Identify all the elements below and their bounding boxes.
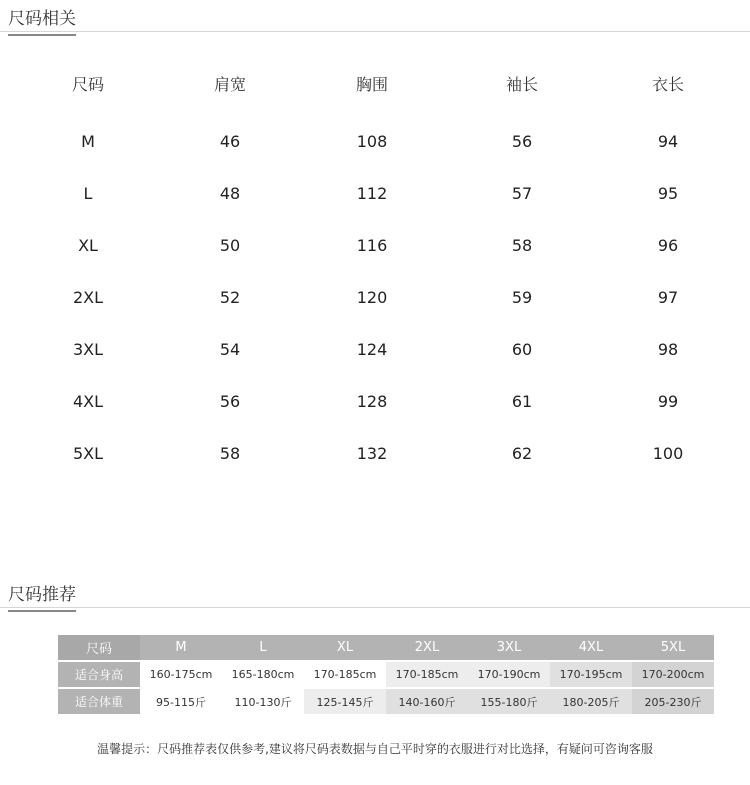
- cell-size: 4XL: [72, 392, 104, 411]
- recommend-height-row: [58, 661, 714, 688]
- recommend-header-size: M: [140, 635, 222, 661]
- recommend-height-cell: 170-195cm: [550, 661, 632, 688]
- cell-sleeve: 62: [511, 444, 533, 463]
- cell-shoulder: 56: [219, 392, 241, 411]
- header-sleeve-length: 袖长: [505, 75, 538, 94]
- recommend-height-cell: 165-180cm: [222, 661, 304, 688]
- section-divider: [0, 607, 750, 608]
- size-recommendation-table: [58, 635, 714, 714]
- cell-chest: 120: [356, 288, 388, 307]
- table-row: [0, 430, 750, 482]
- recommend-weight-cell: 110-130斤: [222, 688, 304, 714]
- table-row: [0, 378, 750, 430]
- table-header-row: [0, 60, 750, 118]
- cell-size: 5XL: [72, 444, 104, 463]
- recommend-weight-row: [58, 688, 714, 714]
- cell-chest: 128: [356, 392, 388, 411]
- recommend-header-size: 3XL: [468, 635, 550, 661]
- cell-sleeve: 58: [511, 236, 533, 255]
- recommend-height-cell: 170-200cm: [632, 661, 714, 688]
- recommend-height-cell: 160-175cm: [140, 661, 222, 688]
- header-garment-length: 衣长: [651, 75, 684, 94]
- table-row: [0, 326, 750, 378]
- recommend-weight-cell: 95-115斤: [140, 688, 222, 714]
- cell-size: XL: [78, 236, 98, 255]
- recommend-header-label: 尺码: [58, 635, 140, 661]
- section-header-size-recommend: [0, 576, 750, 608]
- cell-shoulder: 52: [219, 288, 241, 307]
- cell-chest: 112: [356, 184, 388, 203]
- table-row: [0, 170, 750, 222]
- cell-sleeve: 57: [511, 184, 533, 203]
- cell-length: 99: [657, 392, 679, 411]
- header-size: 尺码: [71, 75, 104, 94]
- cell-size: L: [83, 184, 93, 203]
- recommend-weight-label: 适合体重: [58, 688, 140, 714]
- size-measurement-table: [0, 60, 750, 482]
- cell-chest: 124: [356, 340, 388, 359]
- cell-length: 94: [657, 132, 679, 151]
- recommend-header-size: L: [222, 635, 304, 661]
- size-tip-note: 温馨提示：尺码推荐表仅供参考,建议将尺码表数据与自己平时穿的衣服进行对比选择，有疑问可咨询客服: [97, 742, 653, 756]
- cell-length: 98: [657, 340, 679, 359]
- section-title-size-recommend: 尺码推荐: [8, 580, 76, 612]
- cell-sleeve: 60: [511, 340, 533, 359]
- cell-size: 3XL: [72, 340, 104, 359]
- cell-chest: 132: [356, 444, 388, 463]
- section-title-size-info: 尺码相关: [8, 4, 76, 36]
- recommend-weight-cell: 140-160斤: [386, 688, 468, 714]
- recommend-weight-cell: 205-230斤: [632, 688, 714, 714]
- cell-shoulder: 48: [219, 184, 241, 203]
- cell-sleeve: 56: [511, 132, 533, 151]
- header-chest: 胸围: [355, 75, 388, 94]
- cell-shoulder: 58: [219, 444, 241, 463]
- cell-shoulder: 46: [219, 132, 241, 151]
- cell-length: 96: [657, 236, 679, 255]
- header-shoulder-width: 肩宽: [213, 75, 246, 94]
- cell-shoulder: 54: [219, 340, 241, 359]
- cell-size: 2XL: [72, 288, 104, 307]
- cell-chest: 108: [356, 132, 388, 151]
- cell-shoulder: 50: [219, 236, 241, 255]
- recommend-weight-cell: 180-205斤: [550, 688, 632, 714]
- recommend-header-row: [58, 635, 714, 661]
- table-row: [0, 222, 750, 274]
- recommend-weight-cell: 125-145斤: [304, 688, 386, 714]
- cell-length: 97: [657, 288, 679, 307]
- recommend-height-cell: 170-190cm: [468, 661, 550, 688]
- cell-length: 95: [657, 184, 679, 203]
- cell-sleeve: 59: [511, 288, 533, 307]
- table-row: [0, 274, 750, 326]
- recommend-height-label: 适合身高: [58, 661, 140, 688]
- table-row: [0, 118, 750, 170]
- cell-sleeve: 61: [511, 392, 533, 411]
- cell-chest: 116: [356, 236, 388, 255]
- recommend-header-size: XL: [304, 635, 386, 661]
- recommend-header-size: 5XL: [632, 635, 714, 661]
- recommend-weight-cell: 155-180斤: [468, 688, 550, 714]
- cell-size: M: [81, 132, 95, 151]
- section-divider: [0, 31, 750, 32]
- recommend-height-cell: 170-185cm: [304, 661, 386, 688]
- section-header-size-info: [0, 0, 750, 32]
- recommend-header-size: 2XL: [386, 635, 468, 661]
- recommend-height-cell: 170-185cm: [386, 661, 468, 688]
- recommend-header-size: 4XL: [550, 635, 632, 661]
- cell-length: 100: [652, 444, 684, 463]
